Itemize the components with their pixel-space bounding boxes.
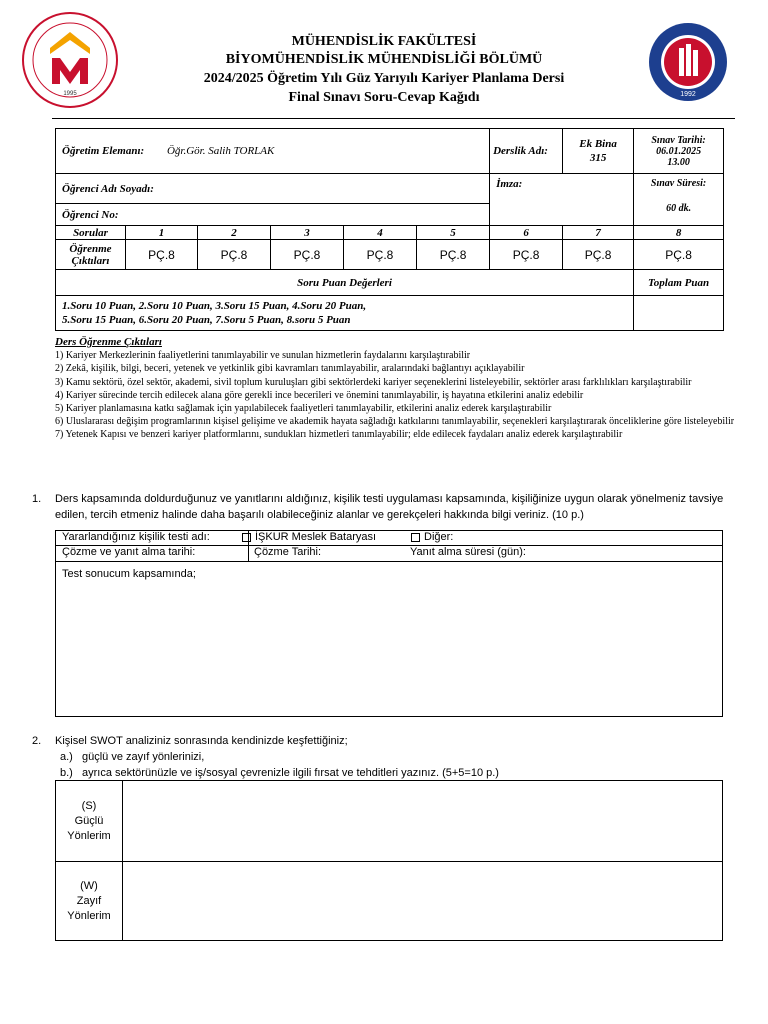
question-2-text: Kişisel SWOT analiziniz sonrasında kendinizde keşfettiğiniz; [55,735,348,747]
classroom-label-cell [490,129,563,174]
points-values-cell [56,296,634,331]
swot-table [55,780,723,941]
strengths-answer-area[interactable] [123,781,722,861]
question-number-cell [198,226,271,240]
header-divider [52,118,735,119]
strengths-word: Güçlü [74,815,104,827]
strengths-code: (S) [81,800,97,812]
classroom-value-room: 315 [589,152,607,164]
total-score-cell[interactable] [634,296,724,331]
question-number: 1 [158,226,165,239]
outcome-code-cell [490,240,563,270]
other-option[interactable] [411,531,453,543]
instructor-value: Öğr.Gör. Salih TORLAK [166,145,275,157]
questions-label-cell [56,226,126,240]
student-no-cell[interactable] [56,204,490,226]
signature-cell[interactable] [490,174,634,226]
student-name-cell[interactable] [56,174,490,204]
checkbox-icon [411,533,420,542]
question-number-cell [417,226,490,240]
course-outcome-item: 7) Yetenek Kapısı ve benzeri kariyer platformlarını, sundukları hizmetleri tanımlayabilir; elde edilecek faydaları analiz ederek karşılaştırabilir [55,429,623,441]
course-title: 2024/2025 Öğretim Yılı Güz Yarıyılı Kariyer Planlama Dersi [203,71,565,86]
course-outcome-item: 5) Kariyer planlamasına katkı sağlamak için yapılabilecek faaliyetleri tanımlayabilir, etkilerini analiz ederek karşılaştırabilir [55,403,552,415]
duration-value: 60 dk. [666,203,692,214]
question-1-text: Ders kapsamında doldurduğunuz ve yanıtlarını aldığınız, kişilik testi uygulaması kapsamında, kişiliğinize uygun olarak yönelmeniz tavsiye edilen, tercih etmeniz halinde daha başarılı olabileceğiniz alanlar ve gerekçeleri hakkında bilgi veriniz. (10 p.) [55,493,724,521]
question-number-cell [490,226,563,240]
outcome-code: PÇ.8 [665,247,692,262]
faculty-title: MÜHENDİSLİK FAKÜLTESİ [291,34,477,49]
question-number-cell [344,226,417,240]
outcome-code-cell [417,240,490,270]
question-number-cell [271,226,344,240]
course-outcome-item: 2) Zekâ, kişilik, bilgi, beceri, yetenek ve yetkinlik gibi kavramları tanımlayabilir, aralarındaki bağlantıyı açıklayabilir [55,363,525,375]
other-option-label: Diğer: [424,531,454,543]
exam-date-label: Sınav Tarihi: [651,134,706,146]
department-title: BİYOMÜHENDİSLİK MÜHENDİSLİĞİ BÖLÜMÜ [225,52,543,67]
outcome-code-cell [563,240,634,270]
strengths-word-2: Yönlerim [67,830,111,842]
outcome-code: PÇ.8 [366,247,394,262]
weaknesses-answer-area[interactable] [123,862,722,940]
classroom-value-cell [563,129,634,174]
question-2-sub-a: güçlü ve zayıf yönlerinizi, [82,751,205,763]
student-no-label: Öğrenci No: [62,208,119,221]
exam-date-value: 06.01.2025 [656,145,702,157]
strengths-label [56,799,122,844]
solve-date-label-2: Çözme Tarihi: [254,546,322,558]
questions-label: Sorular [73,226,108,239]
outcome-code-cell [271,240,344,270]
course-outcome-item: 6) Uluslararası değişim programlarının kişisel gelişime ve akademik hayata sağladığı katkılarını tanımlayabilir, seçenekleri karşılaştırarak önceliklerine göre listeleyebilir [55,416,735,428]
question-number: 4 [377,226,383,239]
question-number: 8 [675,226,682,239]
university-seal-year: 1992 [680,91,696,98]
course-outcome-item: 1) Kariyer Merkezlerinin faaliyetlerini tanımlayabilir ve sunulan hizmetlerin faydalarını karşılaştırabilir [55,350,471,362]
course-outcome-item: 3) Kamu sektörü, özel sektör, akademi, sivil toplum kuruluşları gibi sektörlerdeki kariyer seçeneklerini listeleyebilir, sektörler arası farklılıkları karşılaştırabilir [55,376,692,388]
exam-info-table [55,128,724,331]
checkbox-icon [242,533,251,542]
student-name-label: Öğrenci Adı Soyadı: [62,182,154,195]
test-name-label: Yararlandığınız kişilik testi adı: [62,531,210,543]
outcome-code: PÇ.8 [584,247,612,262]
question-2-number: 2. [32,735,42,747]
outcome-code-cell [126,240,198,270]
outcome-code: PÇ.8 [293,247,321,262]
outcomes-label: Çıktıları [71,254,110,267]
weaknesses-label [56,879,122,924]
weaknesses-word-2: Yönlerim [67,910,111,922]
exam-title: Final Sınavı Soru-Cevap Kağıdı [288,90,480,105]
question-2-sub-a-label: a.) [60,751,73,763]
classroom-value-building: Ek Bina [579,138,617,150]
course-outcomes [55,336,735,442]
question-number: 7 [595,226,601,239]
outcome-code: PÇ.8 [148,247,175,262]
course-outcomes-title: Ders Öğrenme Çıktıları [55,336,162,348]
points-header: Soru Puan Değerleri [297,276,392,289]
instructor-label: Öğretim Elemanı: [62,145,145,157]
exam-time-value: 13.00 [667,156,690,168]
question-1-answer-box [55,530,723,717]
question-2-sub-b: ayrıca sektörünüzle ve iş/sosyal çevrenizle ilgili fırsat ve tehditleri yazınız. (5+5=10 p.) [82,767,499,779]
points-line: 5.Soru 15 Puan, 6.Soru 20 Puan, 7.Soru 5 Puan, 8.soru 5 Puan [62,314,351,326]
outcome-code-cell [634,240,724,270]
exam-date-cell [634,129,724,174]
question-number: 6 [523,226,529,239]
signature-label: İmza: [496,178,523,190]
question-number: 5 [450,226,456,239]
duration-label: Sınav Süresi: [650,178,707,189]
total-header: Toplam Puan [648,276,710,289]
question-number: 2 [231,226,237,239]
answer-prompt[interactable]: Test sonucum kapsamında; [62,568,196,580]
outcome-code: PÇ.8 [512,247,540,262]
question-number-cell [126,226,198,240]
test-info-row-1 [56,531,722,546]
test-info-row-2 [56,546,722,562]
outcome-code: PÇ.8 [439,247,467,262]
weaknesses-code: (W) [80,880,98,892]
outcome-code: PÇ.8 [220,247,248,262]
question-2-sub-b-label: b.) [60,767,73,779]
iskur-option-label: İŞKUR Meslek Bataryası [255,531,377,543]
iskur-option[interactable] [242,531,376,543]
faculty-logo-year: 1995 [63,91,77,97]
solve-date-label: Çözme ve yanıt alma tarihi: [62,546,196,558]
question-number-cell [634,226,724,240]
total-header-cell [634,270,724,296]
course-outcome-item: 4) Kariyer sürecinde tercih edilecek alana göre gerekli ince becerileri ve önemini tanımlayabilir, iş hayatına etkilerini analiz edebilir [55,389,584,401]
question-number: 3 [304,226,310,239]
weaknesses-word: Zayıf [76,895,102,907]
question-1-number: 1. [32,493,42,505]
outcomes-label: Öğrenme [69,242,112,255]
question-number-cell [563,226,634,240]
points-line: 1.Soru 10 Puan, 2.Soru 10 Puan, 3.Soru 15 Puan, 4.Soru 20 Puan, [62,300,367,312]
classroom-label: Derslik Adı: [493,145,548,157]
outcome-code-cell [198,240,271,270]
outcomes-label-cell [56,240,126,270]
instructor-cell [56,129,490,174]
outcome-code-cell [344,240,417,270]
response-time-label: Yanıt alma süresi (gün): [410,546,526,558]
points-header-cell [56,270,634,296]
duration-cell [634,174,724,226]
